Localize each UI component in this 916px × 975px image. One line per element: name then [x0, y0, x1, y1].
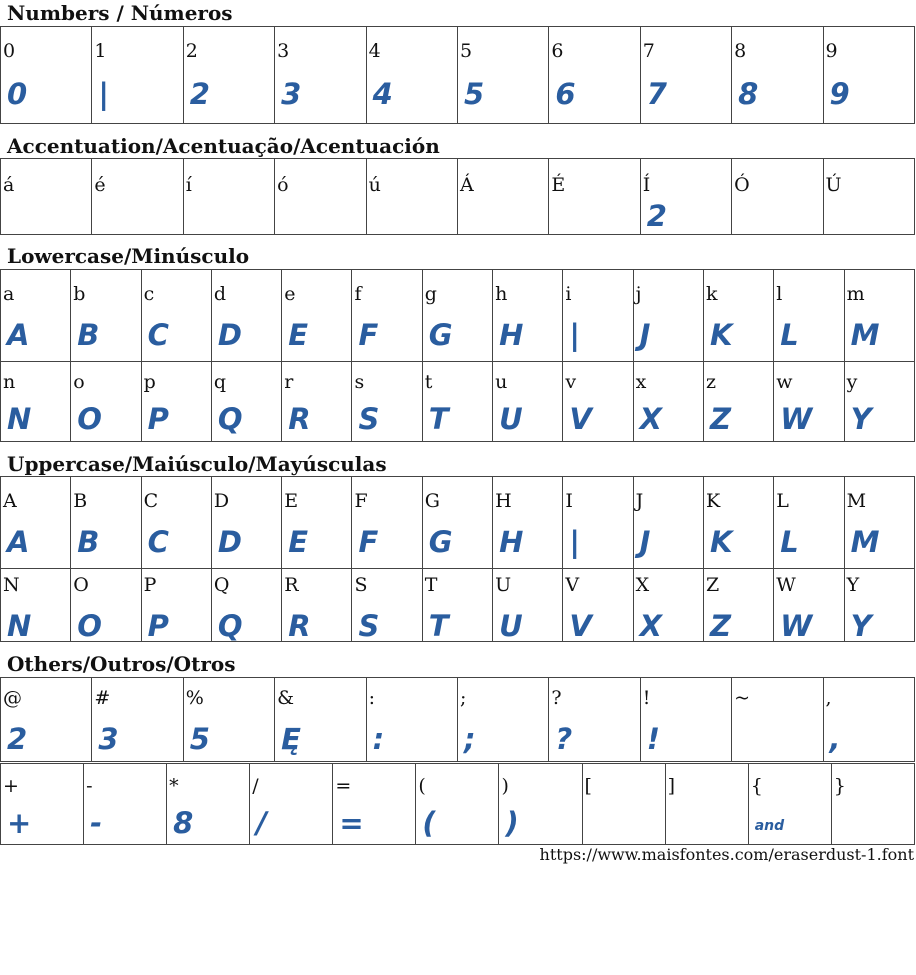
glyph-sample: F — [358, 525, 379, 559]
character-label: } — [833, 775, 846, 797]
glyph-sample: M — [850, 525, 880, 559]
glyph-sample: 9 — [829, 77, 850, 111]
character-label: ~ — [734, 687, 751, 709]
glyph-cell — [416, 764, 499, 845]
glyph-cell — [211, 477, 281, 569]
glyph-sample: | — [569, 525, 580, 559]
uppercase-table-row1 — [0, 476, 915, 569]
character-label: ó — [277, 174, 289, 196]
glyph-sample: D — [217, 525, 242, 559]
glyph-sample: Z — [709, 402, 731, 436]
glyph-cell — [275, 27, 366, 124]
glyph-sample: D — [217, 318, 242, 352]
glyph-sample: W — [780, 402, 813, 436]
character-label: X — [635, 574, 650, 596]
glyph-cell — [703, 569, 773, 642]
lowercase-table-row2 — [0, 361, 915, 442]
glyph-sample: ! — [646, 722, 660, 756]
glyph-cell — [141, 362, 211, 442]
glyph-cell — [493, 362, 563, 442]
glyph-cell — [333, 764, 416, 845]
glyph-cell — [352, 477, 422, 569]
character-label: á — [3, 174, 15, 196]
glyph-cell — [211, 270, 281, 362]
section-title-lowercase: Lowercase/Minúsculo — [7, 244, 250, 268]
others-table-row1 — [0, 677, 915, 762]
glyph-cell — [774, 270, 844, 362]
glyph-sample: C — [147, 318, 169, 352]
glyph-cell — [92, 159, 183, 235]
character-label: o — [73, 371, 85, 393]
character-label: x — [635, 371, 647, 393]
character-label: z — [705, 371, 716, 393]
glyph-cell — [352, 270, 422, 362]
glyph-sample: T — [428, 609, 449, 643]
character-label: J — [635, 490, 644, 512]
character-label: b — [73, 283, 86, 305]
glyph-sample: R — [288, 402, 311, 436]
character-label: # — [94, 687, 111, 709]
glyph-cell — [1, 569, 71, 642]
character-label: 2 — [185, 40, 198, 62]
lowercase-table-row1 — [0, 269, 915, 362]
character-label: k — [705, 283, 718, 305]
glyph-cell — [92, 27, 183, 124]
character-label: d — [213, 283, 227, 305]
glyph-sample: and — [754, 818, 785, 834]
character-label: Q — [213, 574, 230, 596]
glyph-sample: , — [829, 722, 841, 756]
glyph-cell — [640, 678, 731, 762]
section-title-others: Others/Outros/Otros — [7, 652, 236, 676]
character-label: % — [185, 687, 204, 709]
glyph-cell — [549, 27, 640, 124]
character-label: B — [73, 490, 88, 512]
character-label: ú — [368, 174, 381, 196]
glyph-cell — [703, 362, 773, 442]
glyph-cell — [282, 270, 352, 362]
glyph-sample: ? — [555, 722, 573, 756]
glyph-sample: Y — [850, 609, 872, 643]
glyph-sample: Y — [850, 402, 872, 436]
uppercase-table-row2 — [0, 568, 915, 642]
glyph-sample: N — [7, 402, 32, 436]
glyph-cell — [1, 159, 92, 235]
character-label: é — [94, 174, 106, 196]
glyph-sample: 5 — [189, 722, 210, 756]
glyph-sample: P — [147, 402, 169, 436]
glyph-cell — [141, 569, 211, 642]
glyph-sample: K — [709, 525, 733, 559]
glyph-sample: 4 — [372, 77, 393, 111]
section-title-numbers: Numbers / Números — [7, 1, 233, 25]
glyph-sample: - — [90, 806, 103, 840]
glyph-cell — [703, 270, 773, 362]
glyph-sample: C — [147, 525, 169, 559]
glyph-sample: E — [288, 525, 308, 559]
glyph-sample: Ę — [281, 722, 301, 756]
glyph-cell — [703, 477, 773, 569]
section-title-accentuation: Accentuation/Acentuação/Acentuación — [7, 134, 440, 158]
numbers-table — [0, 26, 915, 124]
character-label: 4 — [368, 40, 381, 62]
glyph-sample: V — [569, 609, 592, 643]
glyph-cell — [844, 362, 914, 442]
character-label: & — [277, 687, 295, 709]
glyph-sample: M — [850, 318, 880, 352]
glyph-sample: A — [7, 318, 30, 352]
character-label: M — [846, 490, 867, 512]
glyph-cell — [92, 678, 183, 762]
glyph-cell — [563, 569, 633, 642]
glyph-cell — [366, 27, 457, 124]
glyph-sample: B — [77, 525, 100, 559]
character-label: Í — [642, 174, 651, 196]
character-label: W — [776, 574, 796, 596]
character-label: H — [495, 490, 512, 512]
glyph-sample: 2 — [189, 77, 210, 111]
character-label: l — [776, 283, 783, 305]
character-label: ] — [667, 775, 676, 797]
glyph-cell — [831, 764, 914, 845]
character-label: ! — [642, 687, 651, 709]
glyph-cell — [732, 159, 823, 235]
glyph-cell — [1, 362, 71, 442]
character-label: V — [565, 574, 580, 596]
glyph-sample: Z — [709, 609, 731, 643]
glyph-cell — [183, 27, 274, 124]
glyph-cell — [563, 362, 633, 442]
character-label: Á — [459, 174, 474, 196]
character-label: C — [143, 490, 159, 512]
glyph-cell — [422, 270, 492, 362]
character-label: 7 — [642, 40, 655, 62]
glyph-cell — [493, 569, 563, 642]
glyph-sample: H — [499, 525, 524, 559]
glyph-cell — [748, 764, 831, 845]
glyph-cell — [457, 159, 548, 235]
glyph-sample: L — [780, 318, 799, 352]
glyph-sample: = — [339, 806, 364, 840]
glyph-sample: W — [780, 609, 813, 643]
glyph-cell — [1, 27, 92, 124]
glyph-sample: O — [77, 609, 102, 643]
glyph-sample: O — [77, 402, 102, 436]
glyph-cell — [141, 477, 211, 569]
character-label: r — [284, 371, 294, 393]
character-label: E — [284, 490, 299, 512]
glyph-cell — [183, 159, 274, 235]
character-label: = — [335, 775, 352, 797]
glyph-sample: J — [639, 318, 651, 352]
character-label: S — [354, 574, 368, 596]
glyph-sample: ( — [422, 806, 436, 840]
glyph-sample: 8 — [173, 806, 194, 840]
glyph-sample: 6 — [555, 77, 576, 111]
glyph-row — [1, 270, 915, 362]
glyph-cell — [71, 270, 141, 362]
character-label: { — [750, 775, 763, 797]
character-label: - — [86, 775, 93, 797]
character-label: Ó — [734, 174, 750, 196]
glyph-cell — [275, 678, 366, 762]
glyph-sample: F — [358, 318, 379, 352]
glyph-cell — [422, 362, 492, 442]
character-label: F — [354, 490, 368, 512]
character-label: [ — [584, 775, 592, 797]
glyph-sample: 3 — [281, 77, 302, 111]
character-label: e — [284, 283, 296, 305]
glyph-cell — [633, 477, 703, 569]
character-label: D — [213, 490, 230, 512]
character-label: h — [495, 283, 508, 305]
glyph-sample: 2 — [646, 199, 667, 233]
glyph-sample: Q — [217, 609, 243, 643]
character-label: K — [705, 490, 721, 512]
character-label: í — [185, 174, 192, 196]
character-label: O — [73, 574, 89, 596]
glyph-cell — [732, 678, 823, 762]
glyph-row — [1, 569, 915, 642]
glyph-sample: S — [358, 609, 380, 643]
character-label: É — [551, 174, 566, 196]
glyph-cell — [275, 159, 366, 235]
glyph-cell — [352, 362, 422, 442]
glyph-row — [1, 27, 915, 124]
character-label: 1 — [94, 40, 107, 62]
character-label: j — [635, 283, 642, 305]
character-label: Ú — [825, 174, 842, 196]
character-label: 0 — [3, 40, 16, 62]
glyph-cell — [211, 362, 281, 442]
glyph-sample: T — [428, 402, 449, 436]
glyph-cell — [282, 477, 352, 569]
glyph-row — [1, 477, 915, 569]
glyph-cell — [563, 270, 633, 362]
character-label: p — [143, 371, 156, 393]
glyph-cell — [422, 569, 492, 642]
glyph-row — [1, 362, 915, 442]
character-label: , — [825, 687, 832, 709]
glyph-cell — [282, 569, 352, 642]
glyph-sample: E — [288, 318, 308, 352]
glyph-sample: B — [77, 318, 100, 352]
character-label: N — [3, 574, 20, 596]
glyph-cell — [1, 764, 84, 845]
glyph-cell — [167, 764, 250, 845]
glyph-sample: H — [499, 318, 524, 352]
character-label: R — [284, 574, 299, 596]
accents-table — [0, 158, 915, 235]
character-label: m — [846, 283, 865, 305]
glyph-cell — [633, 569, 703, 642]
character-label: ( — [418, 775, 426, 797]
glyph-cell — [1, 477, 71, 569]
glyph-cell — [141, 270, 211, 362]
character-label: ? — [551, 687, 562, 709]
glyph-cell — [549, 678, 640, 762]
character-label: f — [354, 283, 362, 305]
glyph-cell — [633, 362, 703, 442]
character-label: ; — [459, 687, 467, 709]
glyph-row — [1, 678, 915, 762]
glyph-cell — [366, 678, 457, 762]
glyph-cell — [457, 27, 548, 124]
glyph-sample: N — [7, 609, 32, 643]
glyph-sample: G — [428, 318, 453, 352]
glyph-sample: R — [288, 609, 311, 643]
glyph-sample: K — [709, 318, 733, 352]
glyph-cell — [774, 569, 844, 642]
character-label: Z — [705, 574, 720, 596]
character-label: u — [495, 371, 508, 393]
character-label: w — [776, 371, 793, 393]
glyph-cell — [774, 362, 844, 442]
glyph-row — [1, 159, 915, 235]
glyph-sample: G — [428, 525, 453, 559]
others-table-row2 — [0, 763, 915, 845]
glyph-cell — [1, 270, 71, 362]
glyph-cell — [640, 159, 731, 235]
character-label: s — [354, 371, 365, 393]
glyph-sample: | — [98, 77, 109, 111]
character-label: q — [213, 371, 227, 393]
glyph-cell — [183, 678, 274, 762]
glyph-cell — [823, 27, 914, 124]
glyph-cell — [71, 569, 141, 642]
glyph-cell — [844, 270, 914, 362]
character-label: i — [565, 283, 572, 305]
section-title-uppercase: Uppercase/Maiúsculo/Mayúsculas — [7, 452, 387, 476]
character-label: : — [368, 687, 375, 709]
glyph-cell — [665, 764, 748, 845]
glyph-cell — [1, 678, 92, 762]
glyph-sample: 5 — [463, 77, 485, 111]
glyph-sample: Q — [217, 402, 243, 436]
glyph-cell — [774, 477, 844, 569]
character-label: 3 — [277, 40, 290, 62]
glyph-sample: + — [7, 806, 32, 840]
character-label: A — [3, 490, 17, 512]
character-label: a — [3, 283, 15, 305]
character-label: G — [424, 490, 440, 512]
character-label: y — [846, 371, 858, 393]
character-label: v — [565, 371, 577, 393]
glyph-cell — [84, 764, 167, 845]
character-label: I — [565, 490, 573, 512]
glyph-sample: 2 — [7, 722, 28, 756]
glyph-cell — [71, 362, 141, 442]
glyph-sample: ) — [505, 806, 519, 840]
glyph-cell — [366, 159, 457, 235]
glyph-cell — [250, 764, 333, 845]
character-label: P — [143, 574, 157, 596]
glyph-sample: P — [147, 609, 169, 643]
glyph-sample: 8 — [738, 77, 759, 111]
character-label: n — [3, 371, 16, 393]
glyph-cell — [457, 678, 548, 762]
glyph-sample: ; — [463, 722, 476, 756]
glyph-sample: 0 — [7, 77, 28, 111]
glyph-cell — [493, 270, 563, 362]
glyph-cell — [732, 27, 823, 124]
glyph-cell — [633, 270, 703, 362]
character-label: t — [424, 371, 433, 393]
glyph-row — [1, 764, 915, 845]
character-label: / — [252, 775, 259, 797]
character-label: + — [3, 775, 19, 797]
character-label: Y — [846, 574, 860, 596]
glyph-sample: / — [256, 806, 267, 840]
glyph-sample: J — [639, 525, 651, 559]
character-label: T — [424, 574, 438, 596]
glyph-cell — [844, 569, 914, 642]
character-label: 9 — [825, 40, 838, 62]
glyph-cell — [549, 159, 640, 235]
glyph-cell — [563, 477, 633, 569]
character-label: g — [424, 283, 437, 305]
glyph-sample: A — [7, 525, 30, 559]
glyph-sample: V — [569, 402, 592, 436]
character-label: * — [169, 775, 179, 797]
glyph-cell — [823, 678, 914, 762]
glyph-sample: 3 — [98, 722, 119, 756]
character-label: U — [495, 574, 512, 596]
character-label: 6 — [551, 40, 564, 62]
glyph-sample: X — [639, 609, 663, 643]
glyph-cell — [640, 27, 731, 124]
glyph-sample: U — [499, 609, 523, 643]
glyph-cell — [282, 362, 352, 442]
glyph-cell — [493, 477, 563, 569]
character-label: @ — [3, 687, 22, 709]
glyph-cell — [499, 764, 582, 845]
character-label: c — [143, 283, 155, 305]
font-source-link[interactable]: https://www.maisfontes.com/eraserdust-1.font — [539, 845, 914, 864]
character-label: 5 — [459, 40, 473, 62]
glyph-sample: S — [358, 402, 380, 436]
glyph-cell — [582, 764, 665, 845]
glyph-cell — [71, 477, 141, 569]
glyph-cell — [422, 477, 492, 569]
character-label: ) — [501, 775, 509, 797]
glyph-sample: 7 — [646, 77, 667, 111]
glyph-sample: : — [372, 722, 385, 756]
character-label: L — [776, 490, 789, 512]
glyph-sample: | — [569, 318, 580, 352]
glyph-cell — [352, 569, 422, 642]
glyph-cell — [823, 159, 914, 235]
glyph-cell — [211, 569, 281, 642]
glyph-sample: U — [499, 402, 523, 436]
glyph-cell — [844, 477, 914, 569]
glyph-sample: L — [780, 525, 799, 559]
character-label: 8 — [734, 40, 747, 62]
glyph-sample: X — [639, 402, 663, 436]
